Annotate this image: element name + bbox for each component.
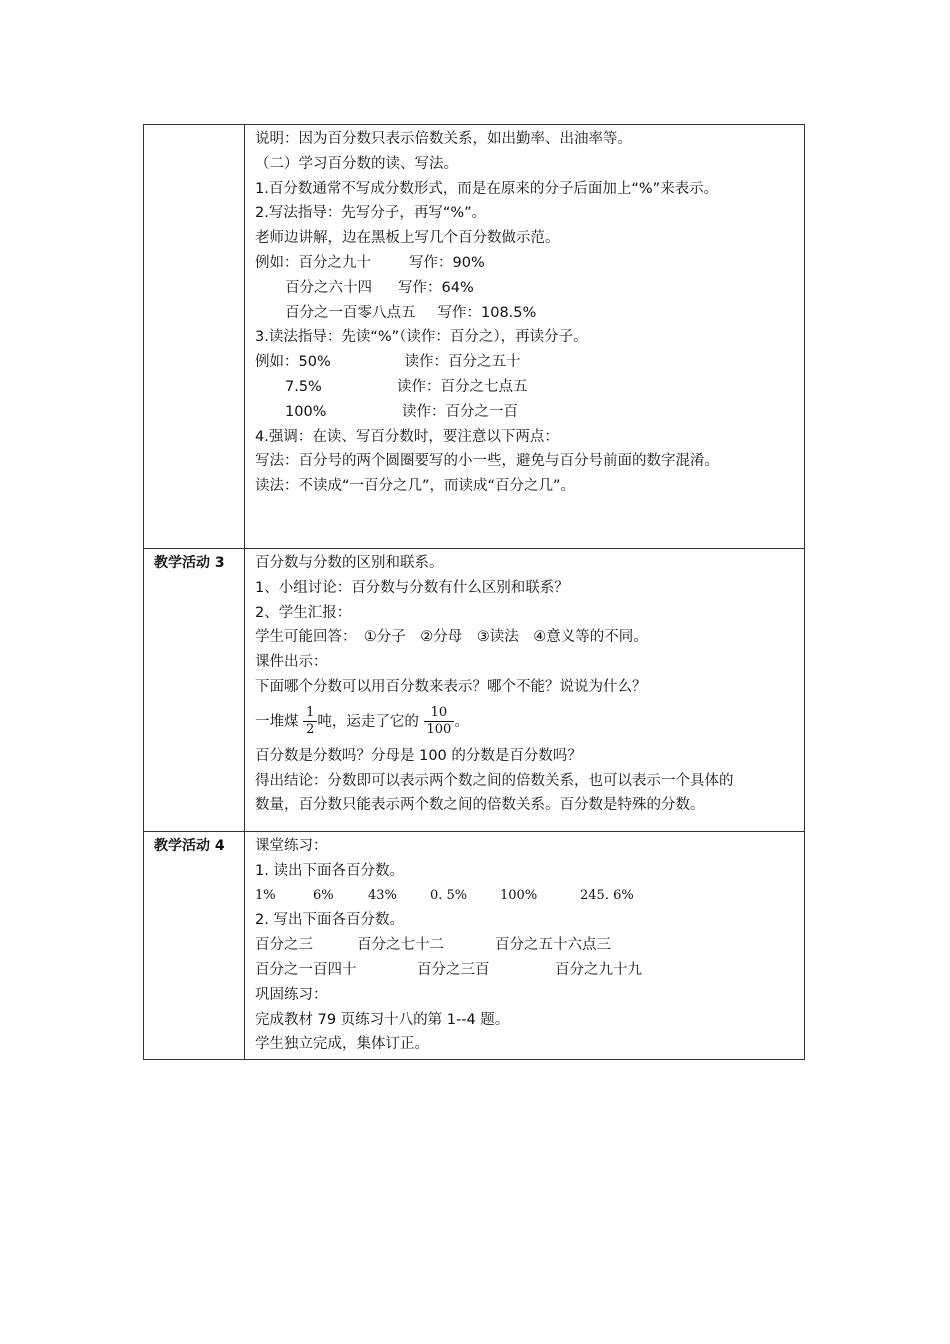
text-line: 老师边讲解，边在黑板上写几个百分数做示范。 <box>255 230 560 247</box>
write-example: 百分之一百零八点五 写作：108.5% <box>285 304 537 321</box>
row-content-cell <box>245 549 805 832</box>
fraction-one-half: $\frac{1}{2}$ <box>303 705 317 738</box>
text-line: 3.读法指导：先读“%”（读作：百分之），再读分子。 <box>255 329 588 346</box>
text-line: 课件出示： <box>255 654 328 671</box>
text-line: 2. 写出下面各百分数。 <box>255 912 404 929</box>
table-row <box>144 832 805 1060</box>
read-example: 例如：50% 读作：百分之五十 <box>255 354 521 371</box>
text-line: 百分数与分数的区别和联系。 <box>255 555 444 571</box>
word-list: 百分之一百四十 百分之三百 百分之九十九 <box>255 961 642 978</box>
row-label-cell <box>144 549 245 832</box>
text-line: 说明：因为百分数只表示倍数关系，如出勤率、出油率等。 <box>255 131 632 147</box>
row-label-cell <box>144 832 245 1060</box>
row-label-cell <box>144 125 245 549</box>
text-line: 2.写法指导：先写分子，再写“%”。 <box>255 205 487 222</box>
text-line: 百分数是分数吗？分母是 100 的分数是百分数吗？ <box>255 747 582 764</box>
text-line: 下面哪个分数可以用百分数来表示？哪个不能？说说为什么？ <box>255 678 647 695</box>
text-line: 完成教材 79 页练习十八的第 1--4 题。 <box>255 1011 510 1028</box>
text-line: 1. 读出下面各百分数。 <box>255 862 404 879</box>
text-line: 巩固练习： <box>255 986 328 1003</box>
text-line: 写法：百分号的两个圆圈要写的小一些，避免与百分号前面的数字混淆。 <box>255 453 719 470</box>
text-line: 2、学生汇报： <box>255 604 352 621</box>
text-line: 学生独立完成，集体订正。 <box>255 1036 429 1053</box>
row-content-cell <box>245 125 805 549</box>
fraction-ten-hundredths: $\frac{10}{100}$ <box>424 705 455 738</box>
lesson-plan-table <box>143 124 805 1060</box>
row-label: 教学活动 4 <box>154 838 225 854</box>
table-row <box>144 125 805 549</box>
word-list: 百分之三 百分之七十二 百分之五十六点三 <box>255 937 611 954</box>
text-line: 数量，百分数只能表示两个数之间的倍数关系。百分数是特殊的分数。 <box>255 797 705 814</box>
text-line: 学生可能回答： ①分子 ②分母 ③读法 ④意义等的不同。 <box>255 629 648 646</box>
row-content-cell <box>245 832 805 1060</box>
text-line: 得出结论：分数即可以表示两个数之间的倍数关系，也可以表示一个具体的 <box>255 772 734 789</box>
read-example: 100% 读作：百分之一百 <box>285 403 518 420</box>
text-line: 课堂练习： <box>255 838 328 854</box>
write-example: 百分之六十四 写作：64% <box>285 279 474 296</box>
text-line: （二）学习百分数的读、写法。 <box>255 155 458 172</box>
text-line: 读法：不读成“一百分之几”，而读成“百分之几”。 <box>255 478 576 495</box>
write-example: 例如：百分之九十 写作：90% <box>255 254 485 271</box>
text-line: 4.强调：在读、写百分数时，要注意以下两点： <box>255 428 559 445</box>
coal-question: 一堆煤 $\frac{1}{2}$ 吨，运走了它的 $\frac{10}{100}$ 。 <box>255 705 469 738</box>
text-line: 1、小组讨论：百分数与分数有什么区别和联系？ <box>255 579 569 596</box>
row-label: 教学活动 3 <box>154 555 225 571</box>
table-row <box>144 549 805 832</box>
row-label <box>144 125 244 127</box>
percent-list: 1% 6% 43% 0. 5% 100% 245. 6% <box>255 887 634 903</box>
read-example: 7.5% 读作：百分之七点五 <box>285 378 528 395</box>
text-line: 1.百分数通常不写成分数形式，而是在原来的分子后面加上“%”来表示。 <box>255 180 719 197</box>
